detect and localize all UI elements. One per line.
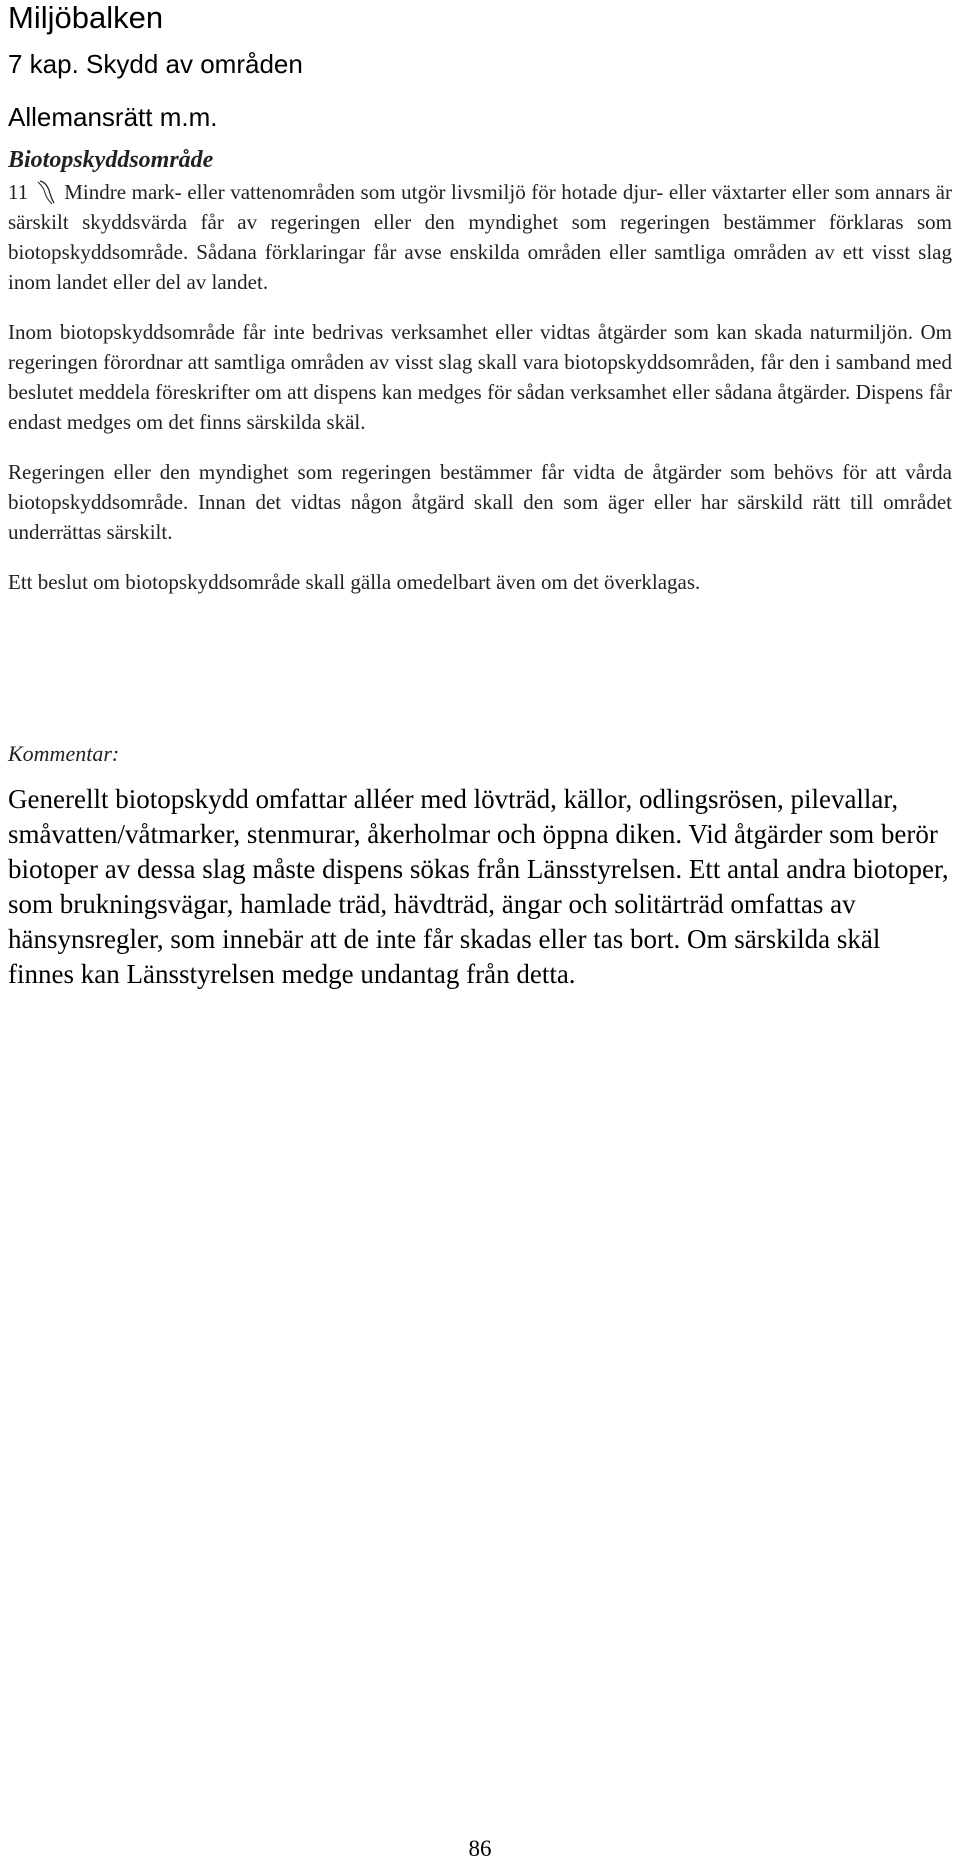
paragraph-number: 11 [8,180,29,204]
law-paragraph-2: Inom biotopskyddsområde får inte bedrivas verksamhet eller vidtas åtgärder som kan skada naturmiljön. Om regeringen förordnar att samtliga områden av visst slag skall vara biotopskyddsområden, får den i samband med beslutet meddela föreskrifter om att dispens kan medges för sådan verksamhet eller sådana åtgärder. Dispens får endast medges om det finns särskilda skäl. [8,320,952,434]
law-paragraph-1 [8,177,952,297]
section-heading: Allemansrätt m.m. [8,102,218,132]
chapter-heading: 7 kap. Skydd av områden [8,49,303,79]
page-number: 86 [468,1836,492,1861]
law-text-block [8,145,952,617]
law-heading: Biotopskyddsområde [8,147,214,173]
commentary-label: Kommentar: [8,741,120,766]
law-paragraph-1-text: Mindre mark- eller vattenområden som utgör livsmiljö för hotade djur- eller växtarter eller som annars är särskilt skyddsvärda får av regeringen eller den myndighet som regeringen bestämmer förklaras som biotopskyddsområde. Sådana förklaringar får avse enskilda områden eller samtliga områden av ett visst slag inom landet eller del av landet. [8,180,952,294]
law-paragraph-3: Regeringen eller den myndighet som regeringen bestämmer får vidta de åtgärder som behövs för att vårda biotopskyddsområde. Innan det vidtas någon åtgärd skall den som äger eller har särskild rätt till området underrättas särskilt. [8,460,952,544]
commentary-text: Generellt biotopskydd omfattar alléer med lövträd, källor, odlingsrösen, pilevallar, småvatten/våtmarker, stenmurar, åkerholmar och öppna diken. Vid åtgärder som berör biotoper av dessa slag måste dispens sökas från Länsstyrelsen. Ett antal andra biotoper, som brukningsvägar, hamlade träd, hävdträd, ängar och solitärträd omfattas av hänsynsregler, som innebär att de inte får skadas eller tas bort. Om särskilda skäl finnes kan Länsstyrelsen medge undantag från detta. [8,784,949,989]
law-paragraph-4: Ett beslut om biotopskyddsområde skall gälla omedelbart även om det överklagas. [8,570,701,594]
section-sign-icon [30,178,60,206]
document-title: Miljöbalken [8,0,164,35]
